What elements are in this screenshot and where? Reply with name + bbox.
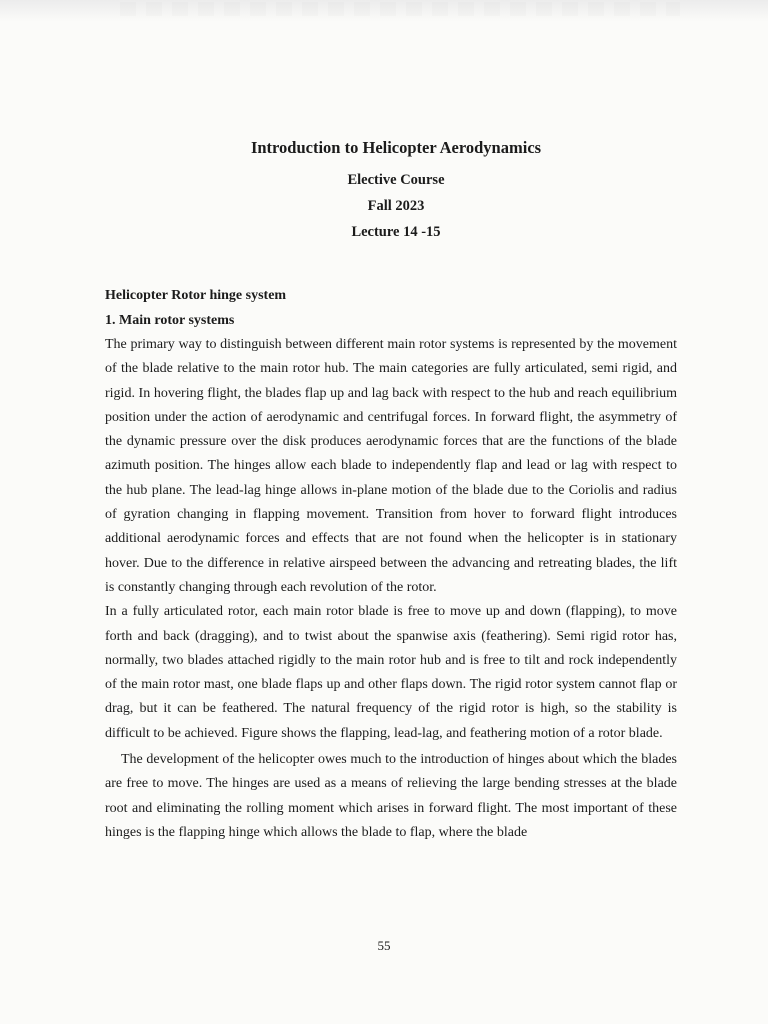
paragraph: In a fully articulated rotor, each main rotor blade is free to move up and down (flapping), to move forth and back (dragging), and to twist about the spanwise axis (feathering). Semi rigid rotor has, normally, two blades attached rigidly to the main rotor hub and is free to tilt and rock independently of the main rotor mast, one blade flaps up and other flaps down. The rigid rotor system cannot flap or drag, but it can be feathered. The natural frequency of the rigid rotor is high, so the stability is difficult to be achieved. Figure shows the flapping, lead-lag, and feathering motion of a rotor blade.: [105, 604, 677, 741]
section-heading: Helicopter Rotor hinge system: [105, 288, 287, 303]
scan-bleed-through: [120, 2, 680, 16]
term-label: Fall 2023: [367, 198, 425, 214]
subsection-heading: 1. Main rotor systems: [105, 313, 235, 328]
paragraph: The primary way to distinguish between different main rotor systems is represented by the movement of the blade relative to the main rotor hub. The main categories are fully articulated, semi rigid, and rigid. In hovering flight, the blades flap up and lag back with respect to the hub and reach equilibrium position under the action of aerodynamic and centrifugal forces. In forward flight, the asymmetry of the dynamic pressure over the disk produces aerodynamic forces that are the functions of the blade azimuth position. The hinges allow each blade to independently flap and lead or lag with respect to the hub plane. The lead-lag hinge allows in-plane motion of the blade due to the Coriolis and radius of gyration changing in flapping movement. Transition from hover to forward flight introduces additional aerodynamic forces and effects that are not found when the helicopter is in stationary hover. Due to the difference in relative airspeed between the advancing and retreating blades, the lift is constantly changing through each revolution of the rotor.: [105, 337, 677, 595]
page-number: 55: [377, 938, 391, 953]
document-title: Introduction to Helicopter Aerodynamics: [250, 138, 542, 157]
paragraph: The development of the helicopter owes much to the introduction of hinges about which the blades are free to move. The hinges are used as a means of relieving the large bending stresses at the blade root and eliminating the rolling moment which arises in forward flight. The most important of these hinges is the flapping hinge which allows the blade to flap, where the blade: [105, 752, 677, 840]
title-block: [0, 137, 768, 245]
lecture-label: Lecture 14 -15: [351, 224, 441, 240]
document-body: [105, 283, 677, 845]
course-label: Elective Course: [347, 172, 445, 188]
